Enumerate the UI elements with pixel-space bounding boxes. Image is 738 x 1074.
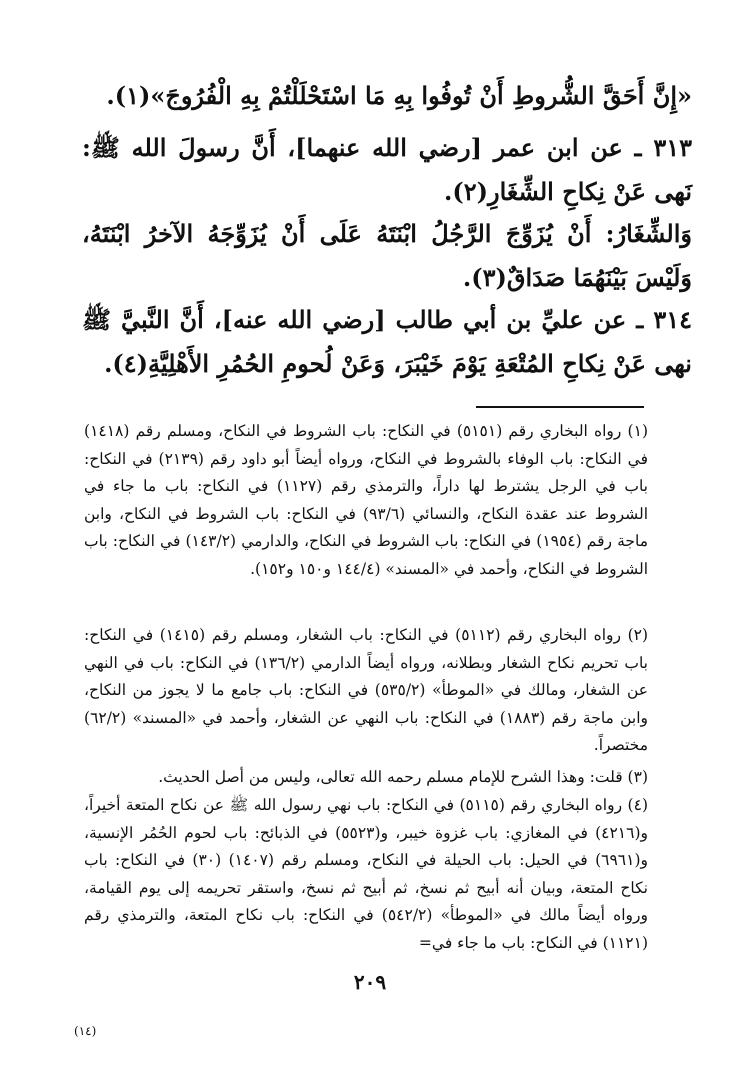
signature-mark: (١٤) xyxy=(74,1024,97,1038)
shighar-definition: وَالشِّغَارُ: أَنْ يُزَوِّجَ الرَّجُلُ ابْنَتَهُ عَلَى أَنْ يُزَوِّجَهُ الآخرُ ابْنَتَهُ، وَلَيْسَ بَيْنَهُمَا صَدَاقٌ(٣). xyxy=(82,219,692,292)
hadith-312-text: «إِنَّ أَحَقَّ الشُّروطِ أَنْ تُوفُوا بِهِ مَا اسْتَحْلَلْتُمْ بِهِ الْفُرُوجَ»(١). xyxy=(106,81,692,110)
footnote-separator xyxy=(476,406,644,408)
hadith-313: ٣١٣ ـ عن ابن عمر [رضي الله عنهما]، أَنَّ رسولَ الله ﷺ: نَهى عَنْ نِكاحِ الشِّغَارِ(٢). xyxy=(82,133,693,206)
footnote-3: (٣) قلت: وهذا الشرح للإمام مسلم رحمه الله تعالى، وليس من أصل الحديث. xyxy=(158,768,648,786)
footnote-1: (١) رواه البخاري رقم (٥١٥١) في النكاح: باب الشروط في النكاح، ومسلم رقم (١٤١٨) في النكاح: باب الوفاء بالشروط في النكاح، ورواه أيضاً أبو داود رقم (٢١٣٩) في النكاح: باب في الرجل يشترط لها داراً، والترمذي رقم (١١٢٧) في النكاح: باب ما جاء في الشروط عند عقدة النكاح، والنسائي (٩٣/٦) في النكاح: باب الشروط في النكاح، وابن ماجة رقم (١٩٥٤) في النكاح: باب الشروط في النكاح، والدارمي (١٤٣/٢) في النكاح: باب الشروط في النكاح، وأحمد في «المسند» (١٤٤/٤ و١٥٠ و١٥٢). xyxy=(84,422,649,578)
hadith-312-ending xyxy=(82,74,692,118)
hadith-314: ٣١٤ ـ عن عليِّ بن أبي طالب [رضي الله عنه]، أَنَّ النَّبيَّ ﷺ نهى عَنْ نِكاحِ المُتْعَةِ يَوْمَ خَيْبَرَ، وَعَنْ لُحومِ الحُمُرِ الأَهْلِيَّةِ(٤). xyxy=(82,305,692,378)
footnote-2: (٢) رواه البخاري رقم (٥١١٢) في النكاح: باب الشغار، ومسلم رقم (١٤١٥) في النكاح: باب تحريم نكاح الشغار وبطلانه، ورواه أيضاً الدارمي (١٣٦/٢) في النكاح: باب في النهي عن الشغار، ومالك في «الموطأ» (٥٣٥/٢) في النكاح: باب جامع ما لا يجوز من النكاح، وابن ماجة رقم (١٨٨٣) في النكاح: باب النهي عن الشغار، وأحمد في «المسند» (٦٢/٢) مختصراً. xyxy=(84,626,649,754)
page-number: ٢٠٩ xyxy=(353,970,387,994)
footnote-4: (٤) رواه البخاري رقم (٥١١٥) في النكاح: باب نهي رسول الله ﷺ عن نكاح المتعة أخيراً، و(٤٢١٦) في المغازي: باب غزوة خيبر، و(٥٥٢٣) في الذبائح: باب لحوم الحُمُر الإنسية، و(٦٩٦١) في الحيل: باب الحيلة في النكاح، ومسلم رقم (١٤٠٧) (٣٠) في النكاح: باب نكاح المتعة، وبيان أنه أبيح ثم نسخ، ثم أبيح ثم نسخ، واستقر تحريمه إلى يوم القيامة، ورواه أيضاً مالك في «الموطأ» (٥٤٢/٢) في النكاح: باب نكاح المتعة، والترمذي رقم (١١٢١) في النكاح: باب ما جاء في= xyxy=(84,796,648,952)
